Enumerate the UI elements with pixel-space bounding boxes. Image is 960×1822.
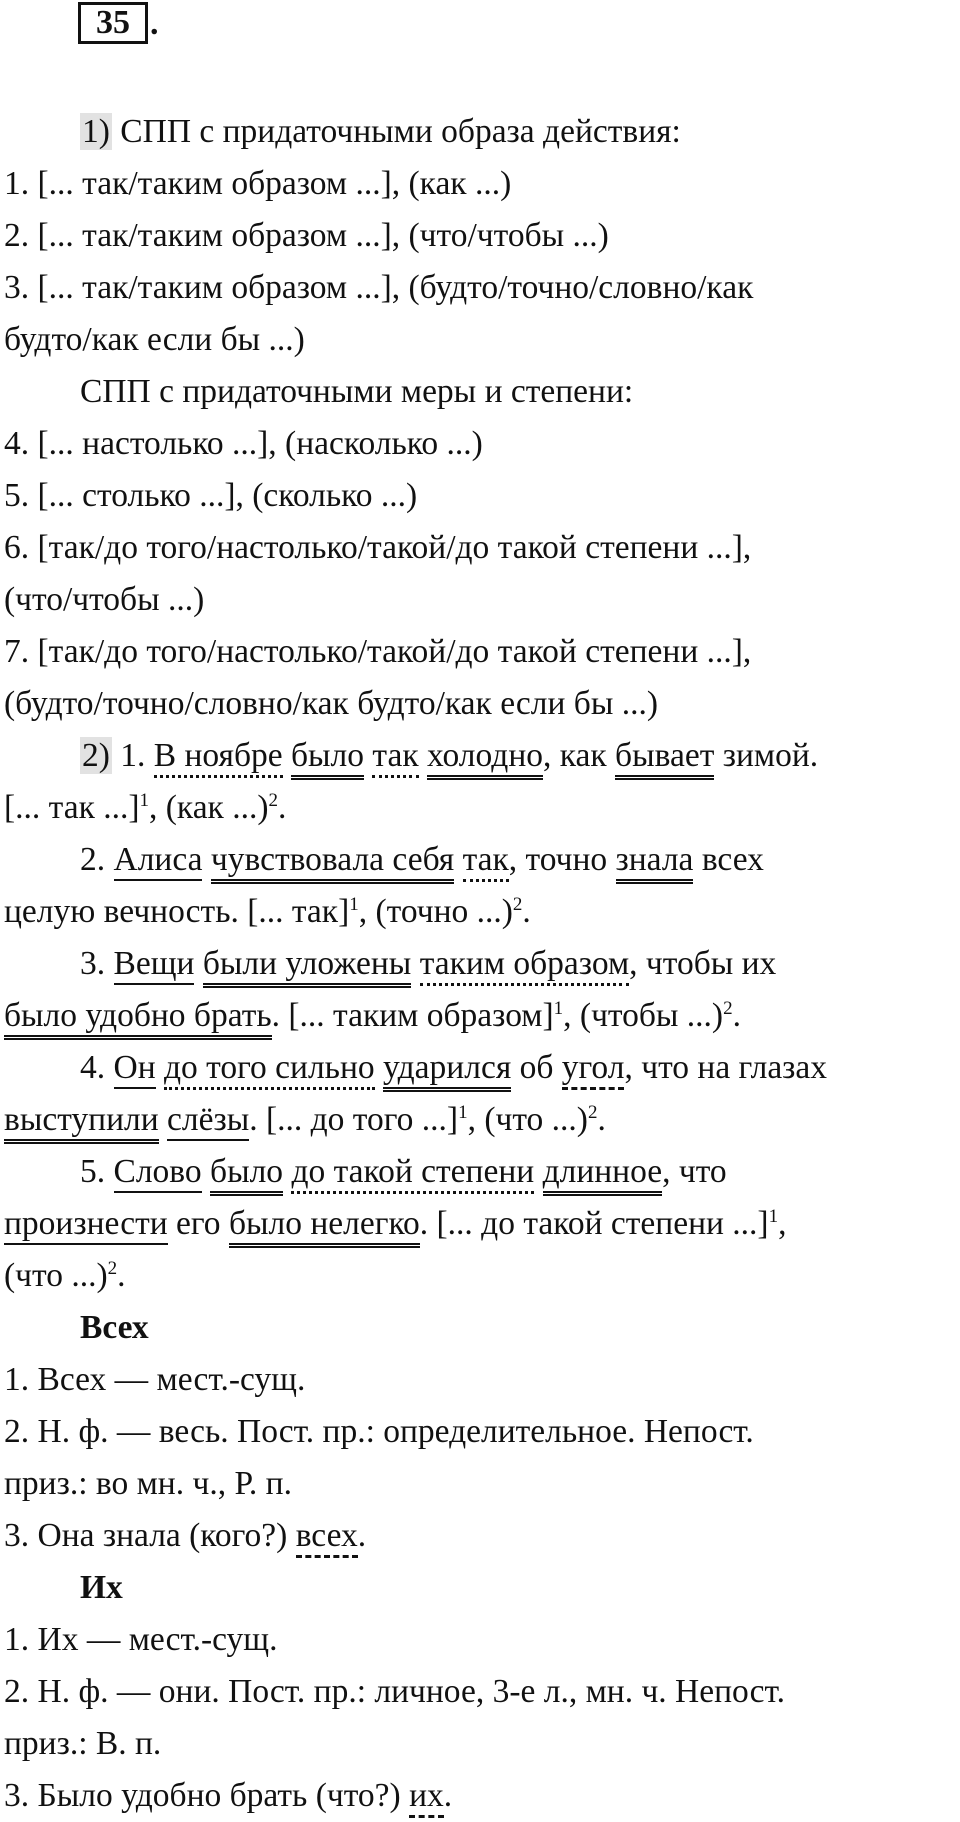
degree-item: (что/чтобы ...): [4, 581, 205, 618]
analysis-line: 1. Всех — мест.-сущ.: [4, 1361, 306, 1398]
analysis-word-heading: Всех: [80, 1309, 149, 1346]
part2-marker: 2): [82, 737, 110, 774]
degree-item: 5. [... столько ...], (сколько ...): [4, 477, 418, 514]
task-number: 35: [96, 4, 130, 41]
sentence-2-scheme: целую вечность. [... так]$^1$, (точно ...)$^2$.: [4, 893, 531, 930]
subject: Он: [114, 1049, 156, 1089]
manner-item: 3. [... так/таким образом ...], (будто/точно/словно/как: [4, 269, 754, 306]
adverbial: таким образом: [420, 945, 629, 986]
subject: Алиса: [114, 841, 203, 881]
sentence-2: 2. Алиса чувствовала себя так, точно знала всех: [4, 834, 958, 886]
analysis-word-heading: Их: [80, 1569, 123, 1606]
predicate: было: [210, 1153, 283, 1196]
manner-item: будто/как если бы ...): [4, 321, 305, 358]
subject: Вещи: [114, 945, 195, 985]
predicate: было удобно брать: [4, 997, 272, 1040]
part1-heading-manner: 1) СПП с придаточными образа действия:: [82, 113, 681, 150]
predicate: были уложены: [203, 945, 412, 988]
adverbial: В ноябре: [154, 737, 283, 778]
predicate: чувствовала себя: [211, 841, 454, 884]
analysis-line: приз.: во мн. ч., Р. п.: [4, 1465, 292, 1502]
analysis-line: 1. Их — мест.-сущ.: [4, 1621, 278, 1658]
predicate: было нелегко: [229, 1205, 420, 1248]
predicate: ударился: [383, 1049, 511, 1092]
degree-item: (будто/точно/словно/как будто/как если бы ...): [4, 685, 659, 722]
predicate: длинное: [543, 1153, 663, 1196]
adverbial: до такой степени: [291, 1153, 534, 1194]
sentence-1-scheme: [... так ...]$^1$, (как ...)$^2$.: [4, 789, 287, 826]
part1-marker: 1): [82, 113, 110, 150]
analysis-line: 3. Она знала (кого?) всех.: [4, 1510, 958, 1562]
adverbial: до того сильно: [164, 1049, 375, 1090]
manner-item: 1. [... так/таким образом ...], (как ...): [4, 165, 512, 202]
adverbial: так: [463, 841, 509, 882]
answer-body: [4, 106, 958, 1822]
subject: произнести: [4, 1205, 168, 1245]
degree-item: 7. [так/до того/настолько/такой/до такой степени ...],: [4, 633, 752, 670]
predicate: выступили: [4, 1101, 159, 1144]
analysis-line: 2. Н. ф. — весь. Пост. пр.: определительное. Непост.: [4, 1413, 754, 1450]
sentence-4-cont: выступили слёзы. [... до того ...]$^1$, (что ...)$^2$.: [4, 1094, 958, 1146]
manner-item: 2. [... так/таким образом ...], (что/чтобы ...): [4, 217, 609, 254]
analysis-line: 2. Н. ф. — они. Пост. пр.: личное, 3-е л., мн. ч. Непост.: [4, 1673, 785, 1710]
task-number-dot: .: [150, 5, 159, 42]
object: угол: [562, 1049, 625, 1090]
sentence-3-cont: было удобно брать. [... таким образом]$^1$, (чтобы ...)$^2$.: [4, 990, 958, 1042]
subject: Слово: [114, 1153, 202, 1193]
part1-heading-degree: СПП с придаточными меры и степени:: [80, 373, 634, 410]
sentence-5: 5. Слово было до такой степени длинное, что: [4, 1146, 958, 1198]
degree-item: 4. [... настолько ...], (насколько ...): [4, 425, 483, 462]
object: их: [409, 1777, 444, 1818]
sentence-1: 2) 1. В ноябре было так холодно, как бывает зимой.: [4, 730, 958, 782]
degree-item: 6. [так/до того/настолько/такой/до такой степени ...],: [4, 529, 752, 566]
subject: слёзы: [167, 1101, 249, 1141]
adverbial: так: [372, 737, 418, 778]
sentence-5-scheme: (что ...)$^2$.: [4, 1257, 126, 1294]
sentence-4: 4. Он до того сильно ударился об угол, что на глазах: [4, 1042, 958, 1094]
predicate: знала: [616, 841, 694, 884]
predicate: бывает: [615, 737, 714, 780]
analysis-line: приз.: В. п.: [4, 1725, 162, 1762]
sentence-3: 3. Вещи были уложены таким образом, чтобы их: [4, 938, 958, 990]
object: всех: [296, 1517, 358, 1558]
predicate: было: [291, 737, 364, 780]
task-number-box: [78, 2, 148, 44]
analysis-line: 3. Было удобно брать (что?) их.: [4, 1770, 958, 1822]
sentence-5-cont: произнести его было нелегко. [... до такой степени ...]$^1$,: [4, 1198, 958, 1250]
predicate: холодно: [427, 737, 543, 780]
